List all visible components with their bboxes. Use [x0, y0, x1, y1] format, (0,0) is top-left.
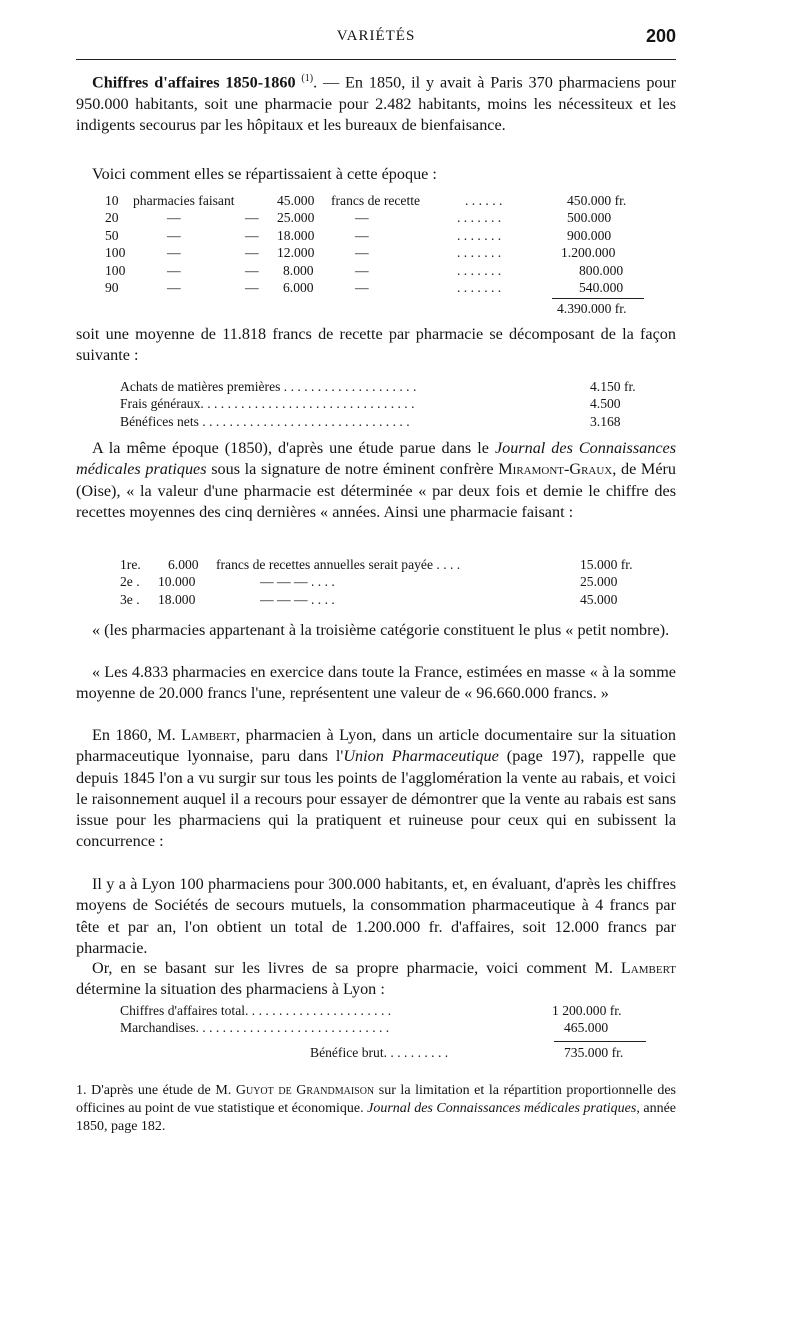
intro-text: . — En 1850, il y avait à Paris 370 pharmaciens pour 950.000 habitants, soit une pharmacie pour 2.482 habitants, moins les nécessiteux et les indigents secourus par les hôpitaux et les bureaux de bienfaisance. [76, 73, 676, 134]
section-title: Chiffres d'affaires 1850-1860 [92, 73, 296, 92]
author-name: Miramont-Graux [498, 460, 613, 479]
table-row [120, 413, 650, 430]
text-run: En 1860, M. [92, 726, 182, 744]
row-count: 50 [105, 227, 119, 243]
row-unit: — [355, 227, 369, 243]
row-value: 1 200.000 fr. [552, 1003, 622, 1018]
author-name: Lambert [181, 726, 237, 744]
row-dash: — [245, 262, 259, 278]
paragraph-note-categories: « (les pharmacies appartenant à la troisième catégorie constituent le plus « petit nombre). [92, 621, 670, 639]
text-run: sous la signature de notre éminent confrère [206, 460, 499, 479]
text-run: 1. D'après une étude de M. [76, 1083, 236, 1098]
author-name: Lambert [620, 959, 676, 977]
row-label: Achats de matières premières . . . . . . . . . . . . . . . . . . . . [120, 379, 417, 394]
journal-title: Journal des Connaissances médicales pratiques [76, 439, 677, 479]
row-rank: 3e . [120, 591, 140, 607]
table-row [105, 262, 650, 279]
row-rank: 1re. [120, 557, 141, 572]
row-count: 10 [105, 193, 119, 208]
row-value: 45.000 [580, 591, 618, 607]
row-count: 20 [105, 210, 119, 226]
table-row [105, 279, 650, 296]
result-value: 735.000 fr. [564, 1044, 624, 1060]
row-amount: 6.000 [168, 557, 199, 572]
row-value: 3.168 [590, 413, 621, 429]
row-total: 1.200.000 [561, 245, 616, 261]
cost-breakdown-table [120, 378, 650, 430]
paragraph-lambert [76, 725, 676, 853]
sum-rule [552, 298, 644, 299]
row-value: 4.150 fr. [590, 379, 636, 394]
row-value: 15.000 fr. [580, 557, 633, 572]
row-amount: 18.000 [277, 227, 315, 243]
row-total: 500.000 [567, 210, 612, 226]
row-dash: — [245, 227, 259, 243]
table-row [120, 591, 650, 608]
header-rule [76, 59, 676, 60]
page-header [76, 28, 676, 52]
row-amount: 6.000 [283, 279, 314, 295]
row-label: Chiffres d'affaires total. . . . . . . . . . . . . . . . . . . . . . [120, 1003, 392, 1018]
text-run: A la même époque (1850), d'après une étude parue dans le [92, 439, 495, 457]
journal-title: Union Pharmaceutique [343, 747, 499, 766]
table-row [120, 573, 650, 590]
row-value: 25.000 [580, 574, 618, 590]
row-desc: — [167, 210, 181, 226]
row-dots: . . . . . . . [457, 262, 502, 278]
paragraph-lyon: Il y a à Lyon 100 pharmaciens pour 300.000 habitants, et, en évaluant, d'après les chiffres moyens de Sociétés de secours mutuels, la consommation pharmaceutique à 4 francs par tête et par an, l'on obtient un total de 1.200.000 fr. d'affaires, soit 12.000 francs par pharmacie. [76, 875, 676, 957]
row-amount: 25.000 [277, 210, 315, 226]
result-label: Bénéfice brut. . . . . . . . . . [310, 1044, 449, 1060]
row-total: 900.000 [567, 227, 612, 243]
page-number: 200 [645, 26, 676, 46]
row-count: 90 [105, 279, 119, 295]
table-row [105, 209, 650, 226]
row-desc: — [167, 279, 181, 295]
row-unit: — [355, 279, 369, 295]
row-count: 100 [105, 245, 126, 261]
footnote-marker: (1) [301, 73, 314, 84]
table-row [105, 192, 650, 209]
text-run: , année 1850, page 182. [76, 1101, 676, 1134]
row-total: 540.000 [579, 279, 624, 295]
row-desc: — — — . . . . [260, 591, 335, 607]
table-row [105, 227, 650, 244]
footnote [76, 1082, 676, 1136]
row-value: 465.000 [564, 1020, 609, 1036]
pharmacy-distribution-table [105, 192, 650, 318]
row-desc: — [167, 227, 181, 243]
table-row [120, 395, 650, 412]
row-desc: francs de recettes annuelles serait payée . . . . [216, 557, 461, 572]
row-dots: . . . . . . . [457, 227, 502, 243]
row-unit: — [355, 245, 369, 261]
row-unit: — [355, 262, 369, 278]
table-row [120, 1019, 650, 1036]
text-run: sur la limitation et la répartition proportionnelle des officines au point de vue statistique et économique. [76, 1083, 676, 1116]
paragraph-distribution: Voici comment elles se répartissaient à cette époque : [92, 165, 437, 183]
row-total: 450.000 fr. [567, 193, 627, 208]
row-amount: 8.000 [283, 262, 314, 278]
paragraph-intro [76, 68, 676, 136]
row-total: 800.000 [579, 262, 624, 278]
table-row [105, 244, 650, 261]
text-run: , pharmacien à Lyon, dans un article documentaire sur la situation pharmaceutique lyonnaise, paru dans l' [76, 726, 676, 766]
paragraph-lambert-books [76, 958, 676, 1001]
row-value: 4.500 [590, 396, 621, 412]
text-run: détermine la situation des pharmaciens à Lyon : [76, 980, 385, 999]
row-dots: . . . . . . . [457, 210, 502, 226]
row-dash: — [245, 210, 259, 226]
row-desc: — [167, 262, 181, 278]
paragraph-france-total: « Les 4.833 pharmacies en exercice dans toute la France, estimées en masse « à la somme moyenne de 20.000 francs l'une, représentent une valeur de « 96.660.000 francs. » [76, 663, 676, 703]
row-desc: — — — . . . . [260, 574, 335, 590]
table-sum-row [105, 300, 650, 317]
row-dash: — [245, 279, 259, 295]
row-dash: — [245, 245, 259, 261]
table-row [120, 1002, 650, 1019]
row-label: Bénéfices nets . . . . . . . . . . . . . . . . . . . . . . . . . . . . . . . [120, 413, 410, 429]
table-row [120, 556, 650, 573]
paragraph-miramont [76, 438, 676, 523]
row-unit: — [355, 210, 369, 226]
sum-rule [554, 1041, 646, 1042]
row-desc: pharmacies faisant [133, 193, 235, 208]
row-amount: 18.000 [158, 591, 196, 607]
row-label: Marchandises. . . . . . . . . . . . . . . . . . . . . . . . . . . . . [120, 1020, 390, 1036]
row-desc: — [167, 245, 181, 261]
text-run: Or, en se basant sur les livres de sa propre pharmacie, voici comment M. [92, 959, 621, 977]
row-dots: . . . . . . . [457, 245, 502, 261]
row-rank: 2e . [120, 574, 140, 590]
row-amount: 45.000 [277, 193, 315, 208]
valuation-table [120, 556, 650, 608]
row-count: 100 [105, 262, 126, 278]
row-dots: . . . . . . . [457, 279, 502, 295]
text-run: (page 197), rappelle que depuis 1845 l'on a vu surgir sur tous les points de l'agglomération la vente au rabais, et voici le raisonnement auquel il a recours pour essayer de démontrer que la vente au rabais est sans issue pour les pharmaciens qui la pratiquent et ruineuse pour ceux qui en subissent la concurrence : [76, 747, 676, 851]
paragraph-average: soit une moyenne de 11.818 francs de recette par pharmacie se décomposant de la façon suivante : [76, 325, 676, 365]
author-name: Guyot de Grandmaison [235, 1083, 375, 1098]
row-dots: . . . . . . [465, 193, 503, 208]
table-result-row [120, 1044, 650, 1061]
row-amount: 10.000 [158, 574, 196, 590]
text-run: , de Méru (Oise), « la valeur d'une pharmacie est déterminée « par deux fois et demie le chiffre des recettes moyennes des cinq dernières « années. Ainsi une pharmacie faisant : [76, 460, 676, 521]
row-label: Frais généraux. . . . . . . . . . . . . . . . . . . . . . . . . . . . . . . . [120, 396, 415, 412]
lyon-results-table [120, 1002, 650, 1061]
journal-title: Journal des Connaissances médicales pratiques [367, 1101, 637, 1116]
row-unit: francs de recette [331, 193, 421, 208]
table-sum: 4.390.000 fr. [557, 301, 627, 317]
table-row [120, 378, 650, 395]
running-title: VARIÉTÉS [336, 28, 416, 44]
row-amount: 12.000 [277, 245, 315, 261]
